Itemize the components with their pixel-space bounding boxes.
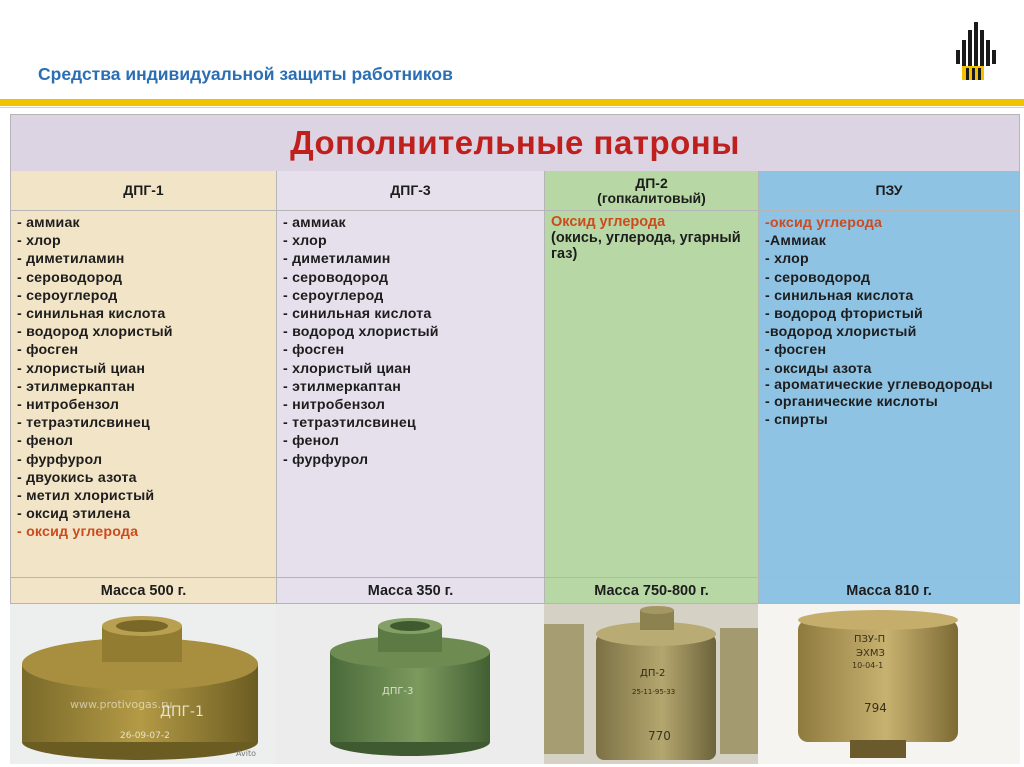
photo-dpg3 xyxy=(276,604,544,764)
list-item: - этилмеркаптан xyxy=(283,378,402,395)
column-list xyxy=(759,211,1019,577)
list-item: -Аммиак xyxy=(765,233,827,250)
cartridge-table xyxy=(10,114,1020,604)
list-item: - хлор xyxy=(17,233,61,250)
list-item: - фурфурол xyxy=(17,451,103,468)
list-item: - синильная кислота xyxy=(283,306,432,323)
column-note: (окись, углерода, угарный газ) xyxy=(551,230,741,262)
list-item: - фосген xyxy=(17,342,79,359)
list-item: - хлористый циан xyxy=(17,360,146,377)
list-item: - хлористый циан xyxy=(283,360,412,377)
column-mass: Масса 750-800 г. xyxy=(545,577,758,603)
column-header xyxy=(11,171,276,211)
list-item: - аммиак xyxy=(17,215,80,231)
photo-label: ДПГ-3 xyxy=(382,686,414,697)
list-item: - хлор xyxy=(283,233,327,250)
photo-label: ДПГ-1 xyxy=(160,704,204,720)
photo-dp2 xyxy=(544,604,758,764)
list-item: - водород хлористый xyxy=(283,324,439,341)
photo-label: ПЗУ-П xyxy=(854,634,886,645)
list-item: - метил хлористый xyxy=(17,488,155,505)
list-item-highlight: - оксид углерода xyxy=(17,524,139,541)
list-item: - сероводород xyxy=(765,269,871,286)
photo-number: 770 xyxy=(648,729,671,743)
list-item: - оксид этилена xyxy=(17,506,131,523)
photo-code: 25-11-95-33 xyxy=(632,688,676,696)
list-item-highlight: -оксид углерода xyxy=(765,215,883,231)
cartridge-photos xyxy=(10,604,1020,764)
list-item: - органические кислоты xyxy=(765,393,938,410)
column-pzu xyxy=(759,171,1019,603)
list-item: - нитробензол xyxy=(283,397,386,414)
photo-dpg1 xyxy=(10,604,276,764)
list-item: - фосген xyxy=(765,342,827,359)
column-subtitle: (гопкалитовый) xyxy=(597,189,706,206)
column-list xyxy=(11,211,276,577)
list-item: - диметиламин xyxy=(17,251,125,268)
list-item: - фосген xyxy=(283,342,345,359)
list-item: - синильная кислота xyxy=(765,287,914,304)
column-mass: Масса 350 г. xyxy=(277,577,544,603)
list-item: - сероуглерод xyxy=(283,287,384,304)
column-header xyxy=(545,171,758,211)
column-list xyxy=(277,211,544,577)
list-item: - хлор xyxy=(765,251,809,268)
page-title: Средства индивидуальной защиты работников xyxy=(38,64,453,84)
list-item: - нитробензол xyxy=(17,397,120,414)
column-list xyxy=(545,211,758,577)
list-item: - сероводород xyxy=(283,269,389,286)
column-dpg3 xyxy=(277,171,545,603)
column-dp2 xyxy=(545,171,759,603)
photo-pzu xyxy=(758,604,1020,764)
list-item: - водород фтористый xyxy=(765,306,923,323)
column-dpg1 xyxy=(11,171,277,603)
column-mass: Масса 810 г. xyxy=(759,577,1019,603)
list-item: - этилмеркаптан xyxy=(17,378,136,395)
column-mass: Масса 500 г. xyxy=(11,577,276,603)
list-item-highlight: Оксид углерода xyxy=(551,214,666,230)
list-item: - диметиламин xyxy=(283,251,391,268)
header-divider-line xyxy=(0,107,1024,108)
list-item: - фурфурол xyxy=(283,451,369,468)
list-item: - синильная кислота xyxy=(17,306,166,323)
photo-code: 10-04-1 xyxy=(852,661,884,670)
column-header xyxy=(759,171,1019,211)
list-item: - двуокись азота xyxy=(17,469,137,486)
list-item: -водород хлористый xyxy=(765,324,917,341)
column-title: ДП-2 xyxy=(635,174,668,191)
photo-code: 26-09-07-2 xyxy=(120,731,170,741)
list-item: - фенол xyxy=(283,433,340,450)
list-item: - спирты xyxy=(765,412,828,429)
column-title: ПЗУ xyxy=(875,182,903,198)
photo-label: ЭХМЗ xyxy=(856,648,885,659)
photo-number: 794 xyxy=(864,701,887,715)
header-divider xyxy=(0,99,1024,106)
column-title: ДПГ-3 xyxy=(390,182,431,198)
photo-watermark: www.protivogas.ru xyxy=(70,698,173,711)
list-item: - аммиак xyxy=(283,215,346,231)
list-item: - тетраэтилсвинец xyxy=(17,415,150,432)
list-item: - ароматические углеводороды xyxy=(765,376,993,393)
photo-corner: Avito xyxy=(236,749,256,758)
oil-company-logo-icon xyxy=(950,20,1000,82)
list-item: - фенол xyxy=(17,433,74,450)
table-banner: Дополнительные патроны xyxy=(11,115,1019,171)
column-title: ДПГ-1 xyxy=(123,182,164,198)
list-item: - тетраэтилсвинец xyxy=(283,415,416,432)
list-item: - сероводород xyxy=(17,269,123,286)
list-item: - сероуглерод xyxy=(17,287,118,304)
photo-label: ДП-2 xyxy=(640,668,666,679)
column-header xyxy=(277,171,544,211)
list-item: - оксиды азота xyxy=(765,360,872,377)
list-item: - водород хлористый xyxy=(17,324,173,341)
